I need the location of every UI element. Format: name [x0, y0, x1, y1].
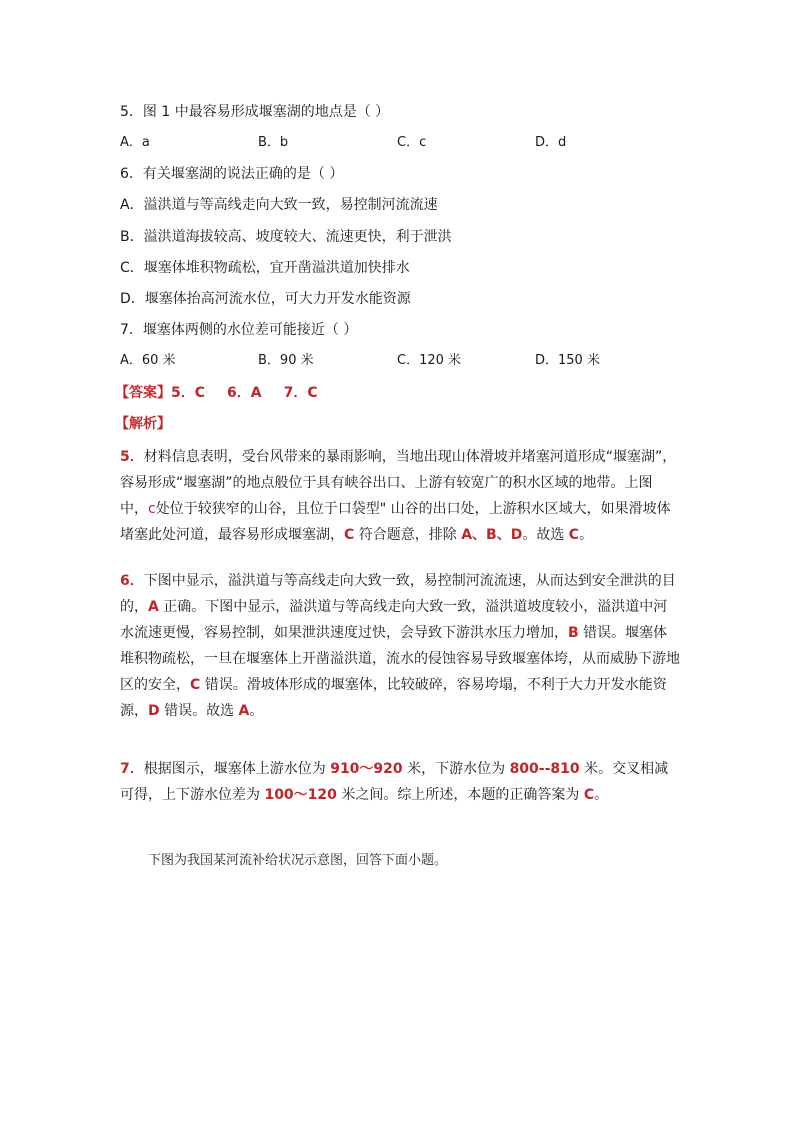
exp6-number: 6．: [120, 573, 144, 589]
exp7-downstream-level: 800--810: [509, 761, 580, 777]
answer-6: 6．A: [227, 385, 262, 401]
exp5-text-1: 材料信息表明，受台风带来的暴雨影响，当地出现山体滑坡并堵塞河道形成“堰塞湖”，容易形成“堰塞湖”的地点般位于具有峡谷出口、上游有较宽广的积水区域的地带。上图中，: [120, 449, 677, 517]
explanation-6: [120, 568, 680, 724]
q7-option-a: A．60 米: [120, 353, 176, 368]
exp6-choice-a-final: A: [238, 703, 250, 719]
exp7-level-difference: 100～120: [264, 787, 337, 803]
q7-stem: 7．堰塞体两侧的水位差可能接近（ ）: [120, 322, 358, 338]
exp7-choice-c: C: [583, 787, 595, 803]
q5-stem: 5．图 1 中最容易形成堰塞湖的地点是（ ）: [120, 104, 390, 120]
exp7-text-1: 根据图示，堰塞体上游水位为: [143, 761, 331, 777]
exp7-text-2: 米，下游水位为: [402, 761, 510, 777]
exp5-choice-c-final: C: [568, 527, 580, 543]
q5-option-a: A．a: [120, 135, 150, 150]
answer-5: 5．C: [171, 385, 206, 401]
exp6-text-4: 错误。滑坡体形成的堰塞体，比较破碎，容易垮塌，不利于大力开发水能资源，: [120, 677, 667, 719]
analysis-label: 【解析】: [115, 416, 171, 432]
exp6-text-6: 。: [249, 703, 264, 719]
q5-option-c: C．c: [397, 135, 427, 150]
exp7-number: 7．: [120, 761, 144, 777]
q7-option-d: D．150 米: [535, 353, 600, 368]
exp5-choice-c: C: [344, 527, 355, 543]
exp6-text-2: 正确。下图中显示，溢洪道与等高线走向大致一致，溢洪道坡度较小，溢洪道中河水流速更慢，容易控制，如果泄洪速度过快，会导致下游洪水压力增加，: [120, 599, 668, 641]
explanation-5: [120, 444, 680, 548]
exp6-text-3: 错误。堰塞体堆积物疏松，一旦在堰塞体上开凿溢洪道，流水的侵蚀容易导致堰塞体垮，从而威胁下游地区的安全，: [120, 625, 680, 693]
exp6-choice-a: A: [148, 599, 159, 615]
exp6-choice-b: B: [568, 625, 579, 641]
q6-option-b: B．溢洪道海拔较高、坡度较大、流速更快，利于泄洪: [120, 229, 452, 245]
exp6-text-5: 错误。故选: [159, 703, 239, 719]
exp7-upstream-level: 910～920: [330, 761, 403, 777]
exp6-choice-c: C: [190, 677, 201, 693]
answer-line: [115, 383, 318, 403]
exp5-text-4: 。故选: [522, 527, 569, 543]
exp5-choices-abd: A、B、D: [461, 527, 523, 543]
explanation-7: [120, 756, 680, 808]
exp5-text-3: 符合题意，排除: [354, 527, 462, 543]
exp5-text-2: 处位于较狭窄的山谷，且位于口袋型" 山谷的出口处，上游积水区域大，如果滑坡体堵塞此处河道，最容易形成堰塞湖，: [120, 501, 671, 543]
exp5-text-5: 。: [579, 527, 594, 543]
q5-option-d: D．d: [535, 135, 567, 150]
exp6-text-1: 下图中显示，溢洪道与等高线走向大致一致，易控制河流流速，从而达到安全泄洪的目的，: [120, 573, 676, 615]
next-section-note: 下图为我国某河流补给状况示意图，回答下面小题。: [148, 853, 448, 868]
q6-option-a: A．溢洪道与等高线走向大致一致，易控制河流流速: [120, 197, 438, 213]
answer-label: 【答案】: [115, 385, 171, 401]
q5-option-b: B．b: [258, 135, 289, 150]
q6-option-d: D．堰塞体抬高河流水位，可大力开发水能资源: [120, 291, 411, 307]
exp7-text-5: 。: [594, 787, 609, 803]
q6-stem: 6．有关堰塞湖的说法正确的是（ ）: [120, 166, 344, 182]
q7-option-c: C．120 米: [397, 353, 462, 368]
answer-7: 7．C: [283, 385, 318, 401]
q6-option-c: C．堰塞体堆积物疏松，宜开凿溢洪道加快排水: [120, 260, 410, 276]
exp7-text-3: 米。交叉相减可得，上下游水位差为: [120, 761, 669, 803]
q7-option-b: B．90 米: [258, 353, 314, 368]
exp5-point-c: c: [148, 501, 156, 517]
exp7-text-4: 米之间。综上所述，本题的正确答案为: [336, 787, 584, 803]
exp5-number: 5．: [120, 449, 144, 465]
exp6-choice-d: D: [148, 703, 160, 719]
